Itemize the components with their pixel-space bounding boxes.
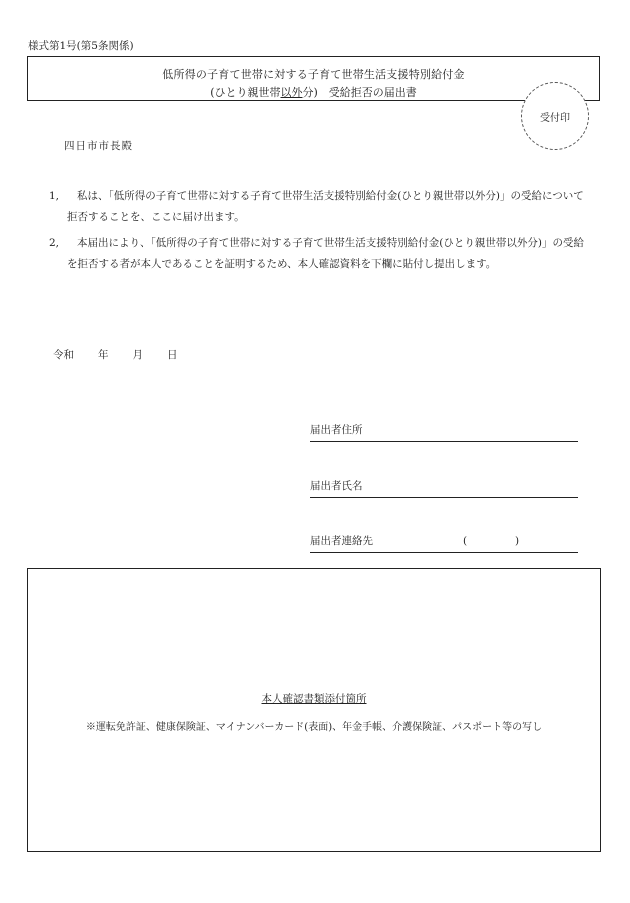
applicant-address-label: 届出者住所 <box>310 424 363 436</box>
id-document-attachment-box <box>27 568 601 852</box>
applicant-contact-field[interactable] <box>310 533 578 553</box>
contact-paren-open: ( <box>463 535 468 547</box>
date-line <box>53 347 178 362</box>
title-box <box>27 56 600 101</box>
statement-item-number: 2, <box>49 237 60 249</box>
date-month: 月 <box>132 349 143 361</box>
attachment-title <box>28 691 600 706</box>
attachment-note: ※運転免許証、健康保険証、マイナンバーカード(表面)、年金手帳、介護保険証、パスポート等の写し <box>85 722 543 733</box>
applicant-name-field[interactable] <box>310 478 578 498</box>
reception-stamp-circle <box>521 82 589 150</box>
date-era: 令和 <box>53 349 74 361</box>
statement-item-text: 私は、「低所得の子育て世帯に対する子育て世帯生活支援特別給付金(ひとり親世帯以外分)」の受給について拒否することを、ここに届け出ます。 <box>67 190 584 223</box>
title-line-2-underlined: 以外 <box>280 86 303 99</box>
applicant-address-field[interactable] <box>310 422 578 442</box>
addressee: 四日市市長殿 <box>64 140 133 152</box>
title-line-2 <box>28 84 599 100</box>
statement-item-2 <box>49 233 589 275</box>
attachment-title-text: 本人確認書類添付箇所 <box>261 693 367 705</box>
applicant-name-label: 届出者氏名 <box>310 480 363 492</box>
title-line-2-prefix: (ひとり親世帯 <box>210 86 281 99</box>
date-year: 年 <box>98 349 109 361</box>
reception-stamp-label: 受付印 <box>540 112 570 124</box>
applicant-contact-label: 届出者連絡先 <box>310 535 373 547</box>
date-day: 日 <box>167 349 178 361</box>
statement-item-text: 本届出により、「低所得の子育て世帯に対する子育て世帯生活支援特別給付金(ひとり親世帯以外分)」の受給を拒否する者が本人であることを証明するため、本人確認資料を下欄に貼付し提出します。 <box>67 237 584 270</box>
statement-item-number: 1, <box>49 190 60 202</box>
title-line-1: 低所得の子育て世帯に対する子育て世帯生活支援特別給付金 <box>162 68 465 81</box>
contact-paren-close: ) <box>515 535 520 547</box>
title-line-2-suffix: 分) 受給拒否の届出書 <box>302 86 417 99</box>
statement-item-1 <box>49 186 589 228</box>
form-number: 様式第1号(第5条関係) <box>28 40 134 52</box>
